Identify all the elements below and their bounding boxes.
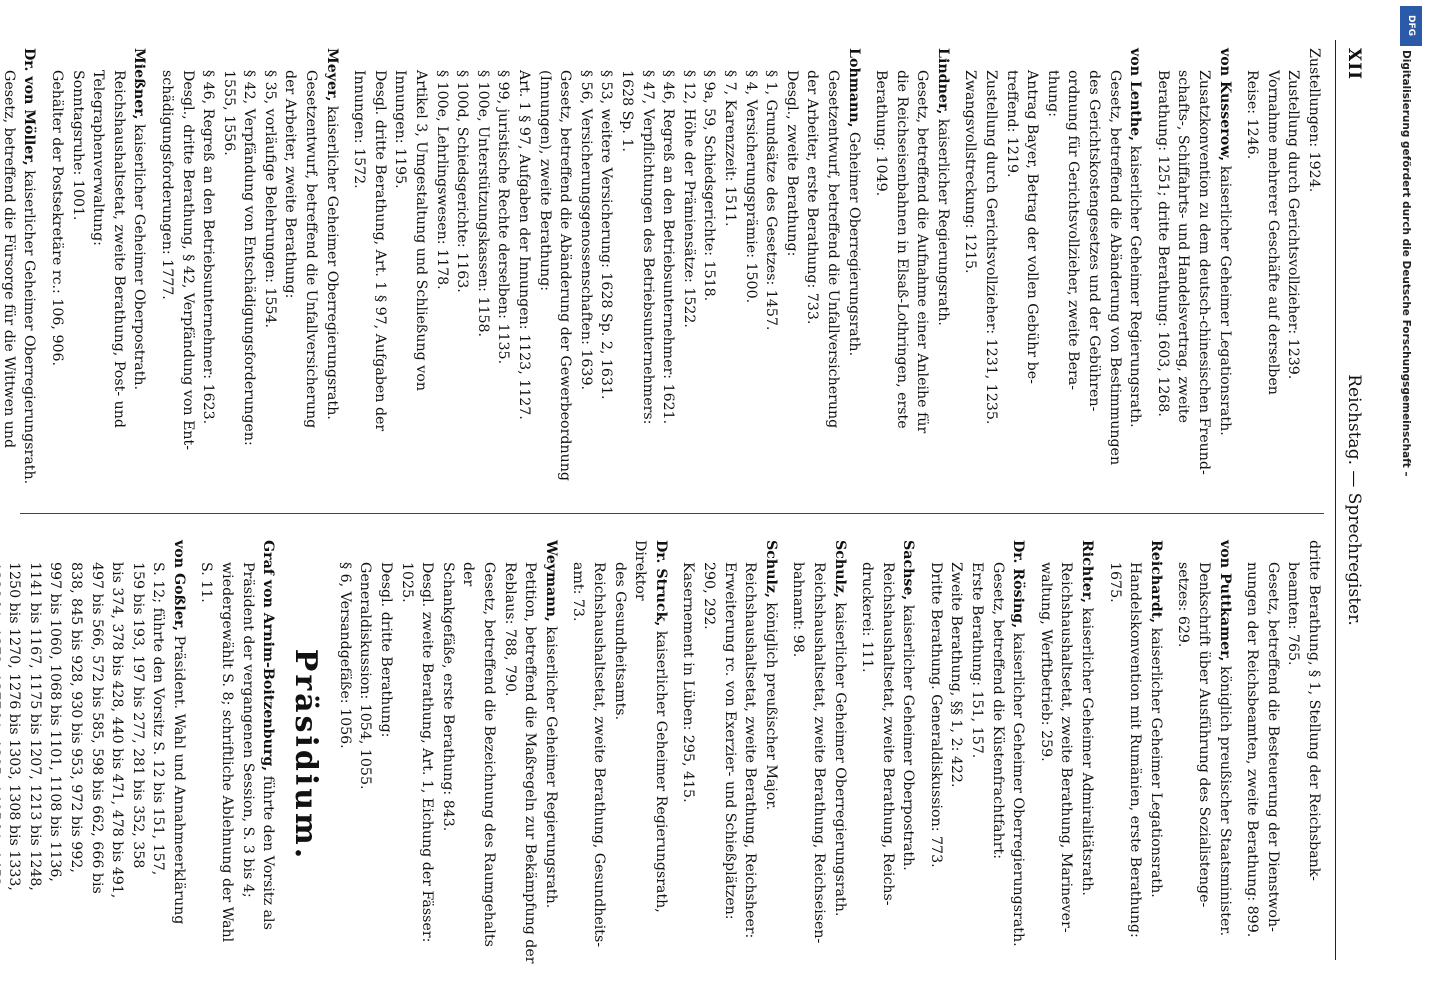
entry-line: § 56, Versicherungsgenossenschaften: 1639. [577,70,594,390]
entry-line: 1628 Sp. 1. [619,70,635,152]
entry-line: § 12, Höhe der Prämiensätze: 1522. [680,70,697,328]
entry-line: kaiserlicher Geheimer Admiralitätsrath. [1079,607,1096,896]
entry-line: 838, 845 bis 928, 930 bis 953, 972 bis 992, [67,562,84,873]
entry-line: Gesetz, betreffend die Besteuerung der Dienstwoh- [1264,562,1281,932]
speaker-name: Schulz, [762,540,779,598]
entry-line: Reise: 1246. [1244,70,1261,160]
entry-line: königlich preußischer Staatsminister. [1216,666,1233,937]
entry-line: der Arbeiter, erste Berathung: 733. [804,70,821,325]
entry-line: kaiserlicher Geheimer Oberregierungsrath. [1010,632,1027,947]
entry-line: S. 11. [198,562,215,603]
entry-line: Telegraphenverwaltung: [90,70,107,246]
speaker-name: von Kusserow, [1216,48,1233,162]
entry-line: Art. 1 § 97, Aufgaben der Innungen: 1123, 1127. [516,70,533,420]
speaker-name: Dr. Rösing, [1010,540,1027,629]
entry-line: Zwangsvollstreckung: 1215. [962,70,979,274]
entry-line: Generaldiskussion: 1054, 1055. [357,562,374,790]
entry-line: Erste Berathung: 151, 157. [969,562,986,759]
entry-line: Gesetz, betreffend die Abänderung der Gewerbeordnung [557,70,574,481]
register-entry [1242,48,1324,488]
register-entry [334,540,561,970]
entry-line: schädigungsforderungen: 1777. [158,70,175,300]
entry-line: 1141 bis 1167, 1175 bis 1207, 1213 bis 1248, [26,562,43,891]
entry-line: § 6, Versandgefäße: 1056. [336,562,353,749]
register-entry [0,540,189,970]
entry-line: 497 bis 566, 572 bis 585, 598 bis 662, 666 bis [88,562,105,894]
entry-line: waltung, Werftbetrieb: 259. [1037,562,1054,762]
entry-line [0,540,4,970]
entry-line: Gesetz, betreffend die Aufnahme einer Anleihe für [914,70,931,434]
entry-line: Artikel 3, Umgestaltung und Schließung von [413,70,430,391]
entry-line: § 7, Karenzzeit: 1511. [721,70,738,227]
page-header [1335,40,1370,960]
page-number: XII [1344,48,1364,81]
entry-line: des Gesundheitsamts. [611,562,628,721]
entry-line: Innungen: 1195. [392,70,409,189]
speaker-name: Dr. von Möller, [21,48,38,166]
speaker-name: Reichardt, [1147,540,1164,624]
speaker-name: Richter, [1079,540,1096,604]
entry-line: bahnamt: 98. [790,562,807,658]
speaker-name: von Puttkamer, [1216,540,1233,662]
entry-line: Dritte Berathung. Generaldiskussion: 773. [927,562,944,868]
entry-line: die Reichseisenbahnen in Elsaß-Lothringen, erste [893,70,910,429]
speaker-name: Sachse, [900,540,917,601]
entry-line: Reichshaushaltsetat, zweite Berathung, Reichsheer: [742,562,759,939]
entry-line: § 9a, 59, Schiedsgerichte: 1518. [701,70,718,302]
entry-line: ordnung für Gerichtsvollzieher, zweite Bera- [1065,70,1082,391]
entry-line: Gesetz, betreffend die Bezeichnung des Raumgehalts der [460,562,498,947]
entry-line: Sonntagsruhe: 1001. [69,70,86,221]
entry-line: thung: [1044,70,1061,117]
entry-line: Gehälter der Postsekretäre rc.: 106, 906. [48,70,65,367]
entry-line: kaiserlicher Geheimer Legationsrath. [1147,627,1164,898]
register-entry [1104,540,1166,970]
register-entry [1035,540,1097,970]
entry-line: kaiserlicher Geheimer Oberpostrath. [131,124,148,391]
entry-line: kaiserlicher Geheimer Oberregierungsrath. [831,602,848,917]
entry-line: beamten: 765. [1285,562,1302,666]
register-entry [678,540,781,970]
entry-line: kaiserlicher Geheimer Regierungsrath. [1127,145,1144,428]
entry-line: setzes: 629. [1175,562,1192,648]
entry-line: kaiserlicher Geheimer Oberregierungsrath. [21,170,38,485]
entry-line: kaiserlicher Geheimer Regierungsrath. [542,626,559,909]
entry-line: Geheimer Oberregierungsrath. [845,132,862,357]
register-entry [960,48,1145,488]
entry-line: Innungen: 1572. [351,70,368,189]
entry-line: 1675. [1106,562,1123,603]
entry-line: § 100e, Unterstützungskassen: 1158. [474,70,491,338]
speaker-name: Schulz, [831,540,848,598]
left-column [0,48,1324,488]
funding-note: Digitalisierung gefördert durch die Deutsche Forschungsgemeinschaft – [1400,50,1412,477]
entry-line: königlich preußischer Major. [762,602,779,811]
right-column [6,540,1324,970]
entry-line: Schankgefäße, erste Berathung: 843. [439,562,456,832]
speaker-name: Mießner, [131,48,148,120]
register-entry [0,48,39,488]
entry-line: Erweiterung rc. von Exerzier- und Schießplätzen: [721,562,738,920]
entry-line: nungen der Reichsbeamten, zweite Berathung: 899. [1244,562,1261,938]
entry-line: § 42, Verpfändung von Entschädigungsforderungen: [241,70,258,446]
register-entry [1152,48,1234,488]
entry-line: Gesetzentwurf, betreffend die Unfallversicherung [303,70,320,429]
presidium-entries [0,540,278,970]
dfg-logo: DFG [1400,6,1422,46]
entry-line: Berathung: 1049. [873,70,890,197]
entry-line: § 99, juristische Rechte derselben: 1135. [495,70,512,365]
entry-line: 1555, 1556. [220,70,237,156]
entry-line: Gesetz, betreffend die Küstenfrachtfahrt: [989,562,1006,860]
entry-line: Desgl. dritte Berathung: [378,562,395,738]
entry-line: § 100e, Lehrlingswesen: 1178. [433,70,450,290]
entry-line: Reichshaushaltsetat, zweite Berathung, Marinever- [1058,562,1075,933]
entry-line: Desgl. dritte Berathung, Art. 1 § 97, Aufgaben der [371,70,388,432]
register-entry [925,540,1028,970]
entry-line: Denkschrift über Ausführung des Sozialistenge- [1196,562,1213,908]
register-entry [1242,540,1324,970]
register-entry [349,48,864,488]
section-title: Präsidium. [288,648,324,862]
entry-line: der Arbeiter, zweite Berathung: [282,70,299,299]
register-entry [46,48,149,488]
entry-line: § 53, weitere Versicherung: 1628 Sp. 2, 1631. [598,70,615,400]
entry-line: § 100d, Schiedsgerichte: 1163. [454,70,471,293]
entry-line: Desgl., dritte Berathung, § 42, Verpfändung von Ent- [179,70,196,451]
entry-line: (Innungen), zweite Berathung: [536,70,553,292]
entry-line: Zusatzkonvention zu dem deutsch-chinesischen Freund- [1196,70,1213,475]
entry-line: Reichshaushaltsetat, zweite Berathung, Reichseisen- [810,562,827,944]
right-column-entries [334,540,1324,970]
speaker-name: Meyer, [323,48,340,102]
entry-line: Zustellung durch Gerichtsvollzieher: 1239. [1285,70,1302,380]
entry-line: Kasernement in Lüben: 295, 415. [680,562,697,803]
entry-line: Zweite Berathung, §§ 1, 2: 422. [948,562,965,788]
entry-line: Präsident. Wahl und Annahmeerklärung [170,635,187,925]
entry-line: 290, 292. [700,562,717,630]
entry-line: § 47, Verpflichtungen des Betriebsunternehmers: [639,70,656,425]
entry-line: 997 bis 1060, 1068 bis 1101, 1108 bis 1136, [47,562,64,882]
entry-line: dritte Berathung, § 1, Stellung der Reichsbank- [1306,540,1322,881]
register-entry [196,540,278,970]
entry-line: bis 374, 378 bis 428, 440 bis 471, 478 bis 491, [109,562,126,899]
speaker-name: Lohmann, [845,48,862,128]
entry-line: Petition, betreffend die Maßregeln zur Bekämpfung der [522,562,539,964]
entry-line: führte den Vorsitz als [260,775,277,930]
entry-line: 159 bis 193, 197 bis 277, 281 bis 352, 358 [129,562,146,869]
entry-line: Zustellungen: 1924. [1306,48,1322,193]
register-entry [857,540,919,970]
entry-line: S. 12; führte den Vorsitz S. 12 bis 151, 157, [150,562,167,876]
entry-line: § 46, Regreß an den Betriebsunternehmer: 1623. [200,70,217,425]
entry-line: Desgl. zweite Berathung, Art. 1, Eichung der Fässer: 1025. [398,562,436,943]
entry-line: Antrag Bayer, Betrag der vollen Gebühr be- [1024,70,1041,384]
digitization-sidebar [1394,0,1432,1000]
entry-line: § 35, vorläufige Belehrungen: 1554. [261,70,278,329]
entry-line: Reblaus: 788, 790. [501,562,518,697]
entry-line: amt: 73. [570,562,587,622]
entry-line: druckerei: 111. [859,562,876,673]
register-entry [568,540,671,970]
entry-line: kaiserlicher Geheimer Regierungsrath, Direktor [632,540,669,913]
page-title: Reichstag. — Sprechregister. [1344,374,1364,626]
entry-line: Reichshaushaltsetat, zweite Berathung, Post- und [110,70,127,428]
entry-line: wiedergewählt S. 8; schriftliche Ablehnung der Wahl [219,562,236,943]
entry-line: Präsident der vergangenen Session, S. 3 bis 4; [239,562,256,898]
entry-line: des Gerichtskostengesetzes und der Gebühren- [1086,70,1103,412]
entry-line: kaiserlicher Regierungsrath. [934,118,951,326]
speaker-name: Dr. Struck, [652,540,669,627]
register-entry [788,540,850,970]
register-entry [871,48,953,488]
entry-line: Handelskonvention mit Rumänien, erste Berathung: [1127,562,1144,938]
entry-line: Gesetzentwurf, betreffend die Unfallversicherung [824,70,841,429]
entry-line: § 4, Versicherungsprämie: 1500. [742,70,759,304]
speaker-name: Graf von Arnim-Boitzenburg, [260,540,277,772]
speaker-name: Lindner, [934,48,951,115]
speaker-name: von Goßler, [170,540,187,632]
register-entry [156,48,341,488]
entry-line: Reichshaushaltsetat, zweite Berathung, Gesundheits- [591,562,607,948]
entry-line: Gesetz, betreffend die Abänderung von Bestimmungen [1106,70,1123,466]
entry-line: Reichshaushaltsetat, zweite Berathung, Reichs- [879,562,896,906]
register-entry [1173,540,1235,970]
entry-line: § 46, Regreß an den Betriebsunternehmer: 1621. [660,70,677,425]
entry-line: Gesetz, betreffend die Fürsorge für die Wittwen und [0,70,17,449]
entry-line: Zustellung durch Gerichtsvollzieher: 1231, 1235. [983,70,1000,425]
entry-line: kaiserlicher Geheimer Oberpostrath. [900,604,917,871]
speaker-name: von Lenthe, [1127,48,1144,142]
entry-line: Vornahme mehrerer Geschäfte auf derselben [1264,70,1281,395]
entry-line: schafts-, Schiffahrts- und Handelsvertrag, zweite [1175,70,1192,423]
entry-line: treffend: 1219. [1003,70,1020,178]
entry-line: kaiserlicher Geheimer Legationsrath. [1216,165,1233,436]
speaker-name: Weymann, [542,540,559,622]
entry-line: Desgl., zweite Berathung: [783,70,800,257]
entry-line: Berathung: 1251; dritte Berathung: 1603, 1268. [1154,70,1171,417]
entry-line: § 1, Grundsätze des Gesetzes: 1457. [763,70,780,331]
entry-line: kaiserlicher Geheimer Oberregierungsrath. [323,105,340,420]
entry-line: 1250 bis 1270, 1276 bis 1303, 1308 bis 1333, [6,562,23,891]
